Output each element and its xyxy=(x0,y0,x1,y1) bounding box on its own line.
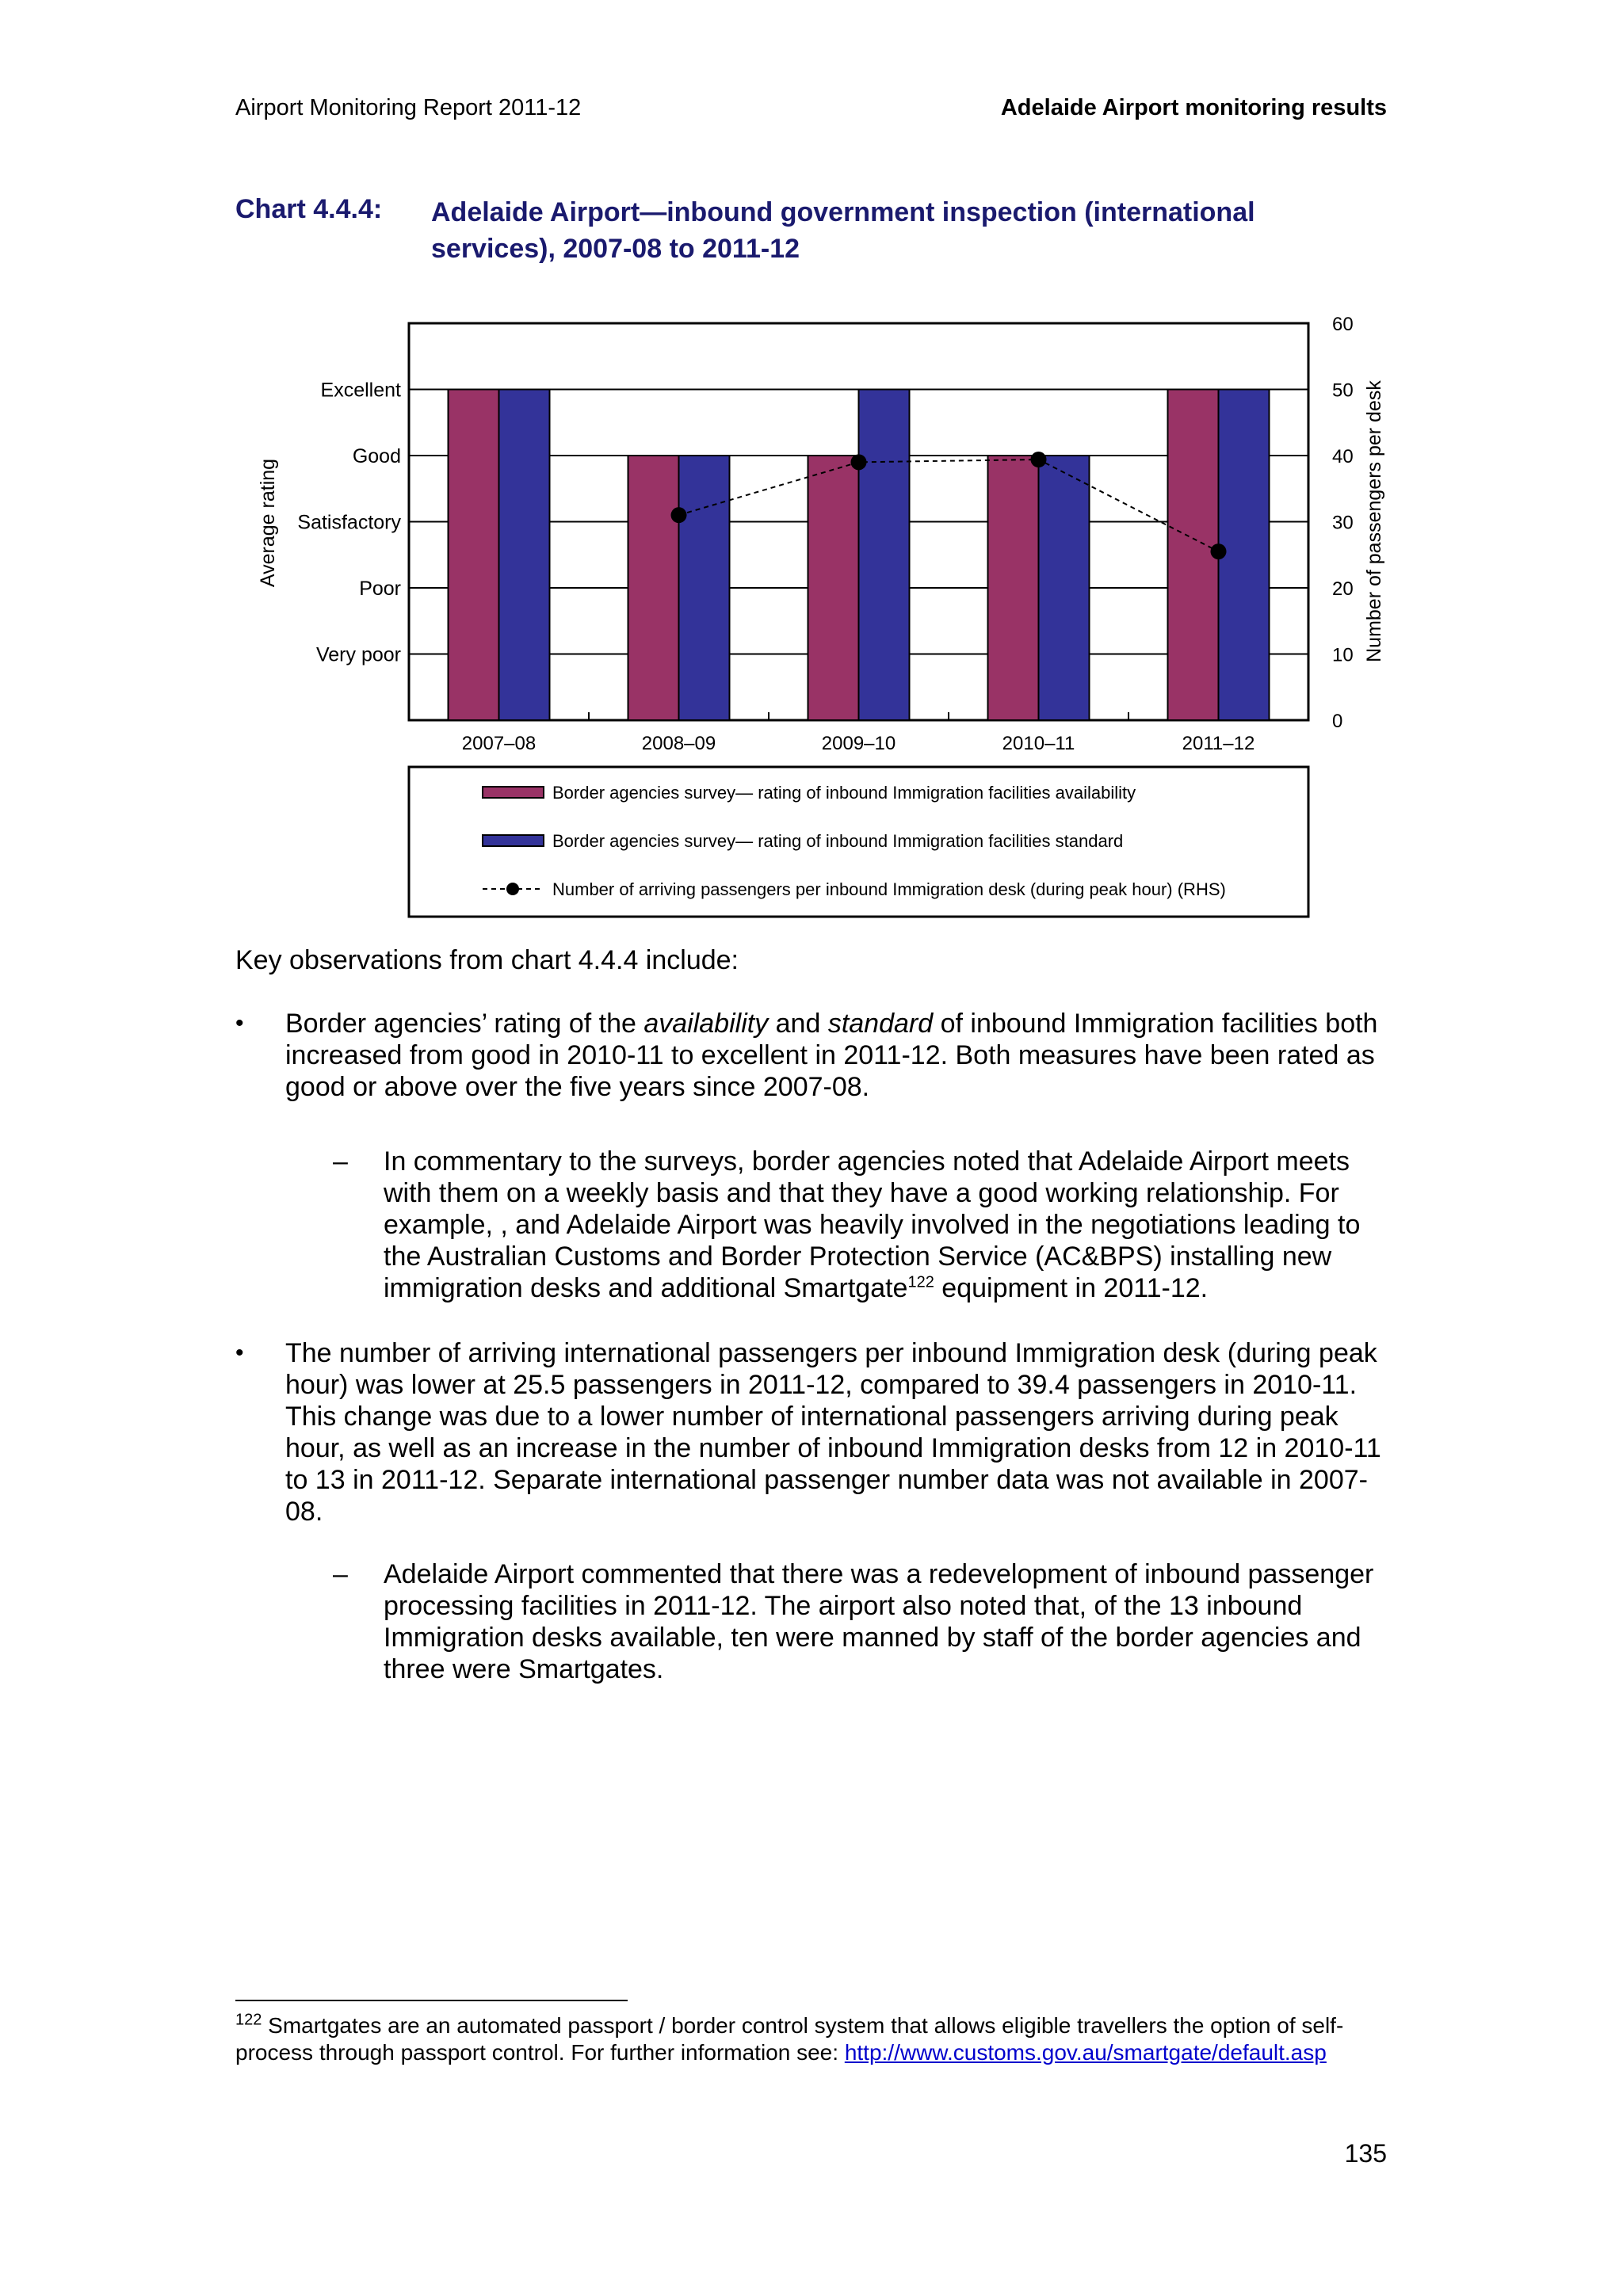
footnote xyxy=(235,2012,1392,2066)
x-tick-label: 2010–11 xyxy=(1002,733,1075,754)
footnote-ref: 122 xyxy=(907,1273,934,1291)
bar-standard xyxy=(499,390,550,721)
left-axis-title: Average rating xyxy=(257,458,279,588)
chart-number: Chart 4.4.4: xyxy=(235,194,383,224)
legend-swatch-point xyxy=(506,883,519,895)
right-tick-label: 10 xyxy=(1332,644,1354,666)
sub1-text-a: In commentary to the surveys, border agencies noted that Adelaide Airport meets with them on a weekly basis and that they have a good working relationship. For example, , and Adelaide Airport was heavily involved in the negotiations leading to the Australian Customs and Border Protection Service (AC&BPS) installing new immigration desks and additional Smartgate xyxy=(384,1146,1361,1303)
passengers-point xyxy=(671,507,687,523)
dash-marker: – xyxy=(333,1146,348,1177)
bullet1-availability: availability xyxy=(643,1009,769,1039)
bullet1-standard: standard xyxy=(827,1009,934,1039)
dash-marker: – xyxy=(333,1559,348,1589)
legend-swatch-standard xyxy=(483,835,544,846)
legend-swatch-availability xyxy=(483,787,544,798)
bar-standard xyxy=(859,390,910,721)
left-tick-label: Excellent xyxy=(320,379,401,402)
right-tick-label: 30 xyxy=(1332,512,1354,534)
x-tick-label: 2007–08 xyxy=(461,733,537,754)
left-tick-label: Satisfactory xyxy=(297,511,401,534)
sub-paragraph-1 xyxy=(384,1146,1398,1304)
x-tick-label: 2008–09 xyxy=(641,733,716,754)
footnote-number: 122 xyxy=(235,2011,262,2029)
left-tick-label: Very poor xyxy=(315,643,401,666)
bar-standard xyxy=(679,456,730,720)
passengers-point xyxy=(1211,543,1227,559)
right-tick-label: 40 xyxy=(1332,446,1354,467)
bullet-marker: • xyxy=(235,1010,244,1036)
footnote-text: Smartgates are an automated passport / border control system that allows eligible travellers the option of self-process through passport control. For further information see: xyxy=(235,2013,1344,2065)
footnote-rule xyxy=(235,2000,628,2001)
bullet1-text-b: and xyxy=(768,1009,828,1039)
bar-availability xyxy=(988,456,1039,720)
bar-availability xyxy=(449,390,499,721)
chart xyxy=(0,0,1623,935)
bar-availability xyxy=(628,456,679,720)
right-tick-label: 50 xyxy=(1332,379,1354,402)
legend-entry-label: Border agencies survey— rating of inbound Immigration facilities availability xyxy=(552,783,1136,803)
bullet1-text-c: of inbound Immigration facilities both increased from good in 2010-11 to excellent in 2011-12. Both measures have been rated as good or above over the five years since 2007-08. xyxy=(285,1009,1378,1102)
right-tick-label: 0 xyxy=(1332,711,1343,732)
bullet-marker: • xyxy=(235,1340,244,1366)
bar-availability xyxy=(1168,390,1219,721)
footnote-link[interactable]: http://www.customs.gov.au/smartgate/default.asp xyxy=(844,2040,1327,2065)
running-header-right: Adelaide Airport monitoring results xyxy=(1000,95,1387,120)
right-tick-label: 20 xyxy=(1332,578,1354,600)
bar-availability xyxy=(808,456,859,720)
x-tick-label: 2009–10 xyxy=(821,733,896,754)
x-tick-label: 2011–12 xyxy=(1182,733,1255,754)
right-axis-title: Number of passengers per desk xyxy=(1363,380,1385,662)
intro-text: Key observations from chart 4.4.4 include: xyxy=(235,945,739,975)
bullet-paragraph-1 xyxy=(285,1008,1395,1103)
left-tick-label: Poor xyxy=(359,578,401,600)
page-number: 135 xyxy=(1344,2139,1387,2168)
bullet-paragraph-2: The number of arriving international passengers per inbound Immigration desk (during peak hour) was lower at 25.5 passengers in 2011-12, compared to 39.4 passengers in 2010-11. This change was due to a lower number of international passengers arriving during peak hour, as well as an increase in the number of inbound Immigration desks from 12 in 2010-11 to 13 in 2011-12. Separate international passenger number data was not available in 2007-08. xyxy=(285,1338,1381,1527)
passengers-point xyxy=(851,454,867,470)
passengers-point xyxy=(1031,452,1047,467)
legend-entry-label: Number of arriving passengers per inbound Immigration desk (during peak hour) (RHS) xyxy=(552,879,1226,899)
legend-entry-label: Border agencies survey— rating of inbound Immigration facilities standard xyxy=(552,831,1124,851)
sub1-text-b: equipment in 2011-12. xyxy=(934,1273,1209,1303)
bullet1-text-a: Border agencies’ rating of the xyxy=(285,1009,644,1039)
running-header-left: Airport Monitoring Report 2011-12 xyxy=(235,95,582,120)
left-tick-label: Good xyxy=(352,445,401,467)
bar-standard xyxy=(1039,456,1090,720)
right-tick-label: 60 xyxy=(1332,314,1354,335)
bar-standard xyxy=(1219,390,1270,721)
chart-title: Adelaide Airport—inbound government inspection (international services), 2007-08 to 2011-12 xyxy=(431,197,1255,264)
sub-paragraph-2: Adelaide Airport commented that there was a redevelopment of inbound passenger processing facilities in 2011-12. The airport also noted that, of the 13 inbound Immigration desks available, ten were manned by staff of the border agencies and three were Smartgates. xyxy=(384,1559,1374,1684)
